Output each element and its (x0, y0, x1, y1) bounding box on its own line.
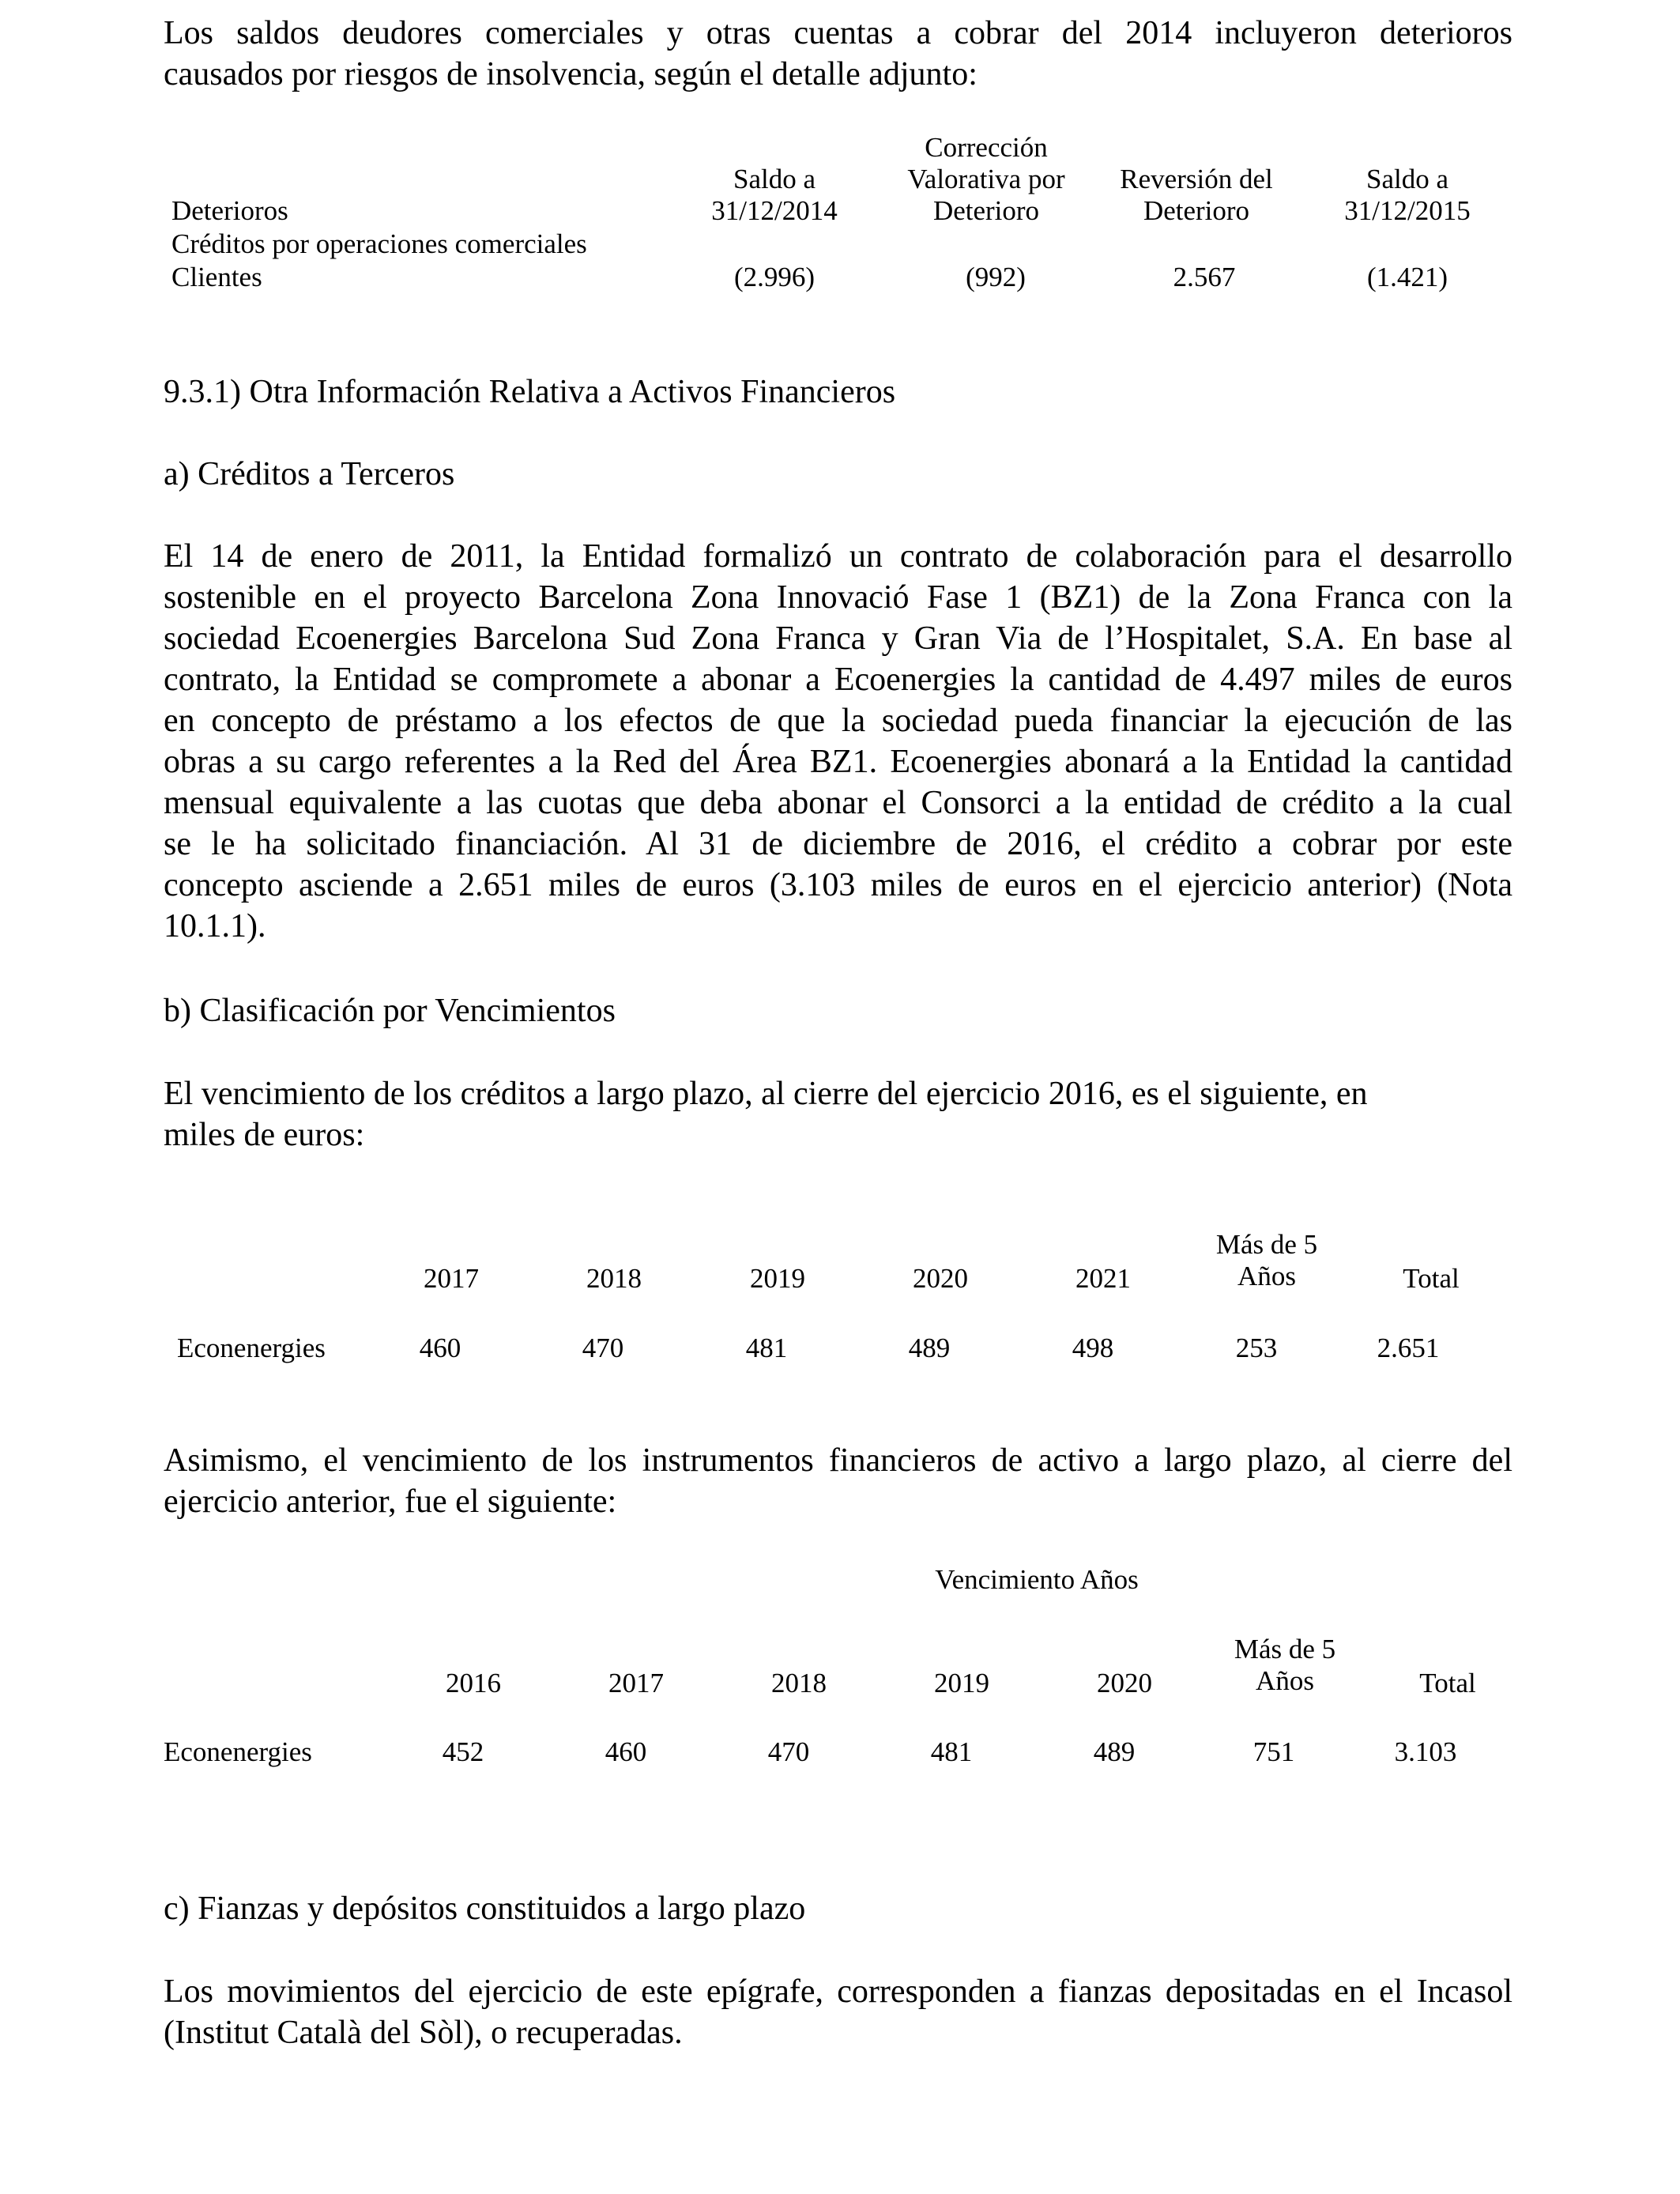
maturity-2016-header-5: 2021 (1075, 1263, 1131, 1294)
subsection-a-line-2: sostenible en el proyecto Barcelona Zona Innovació Fase 1 (BZ1) de la Zona Franca con la (164, 579, 1512, 616)
intro-paragraph (164, 13, 1512, 95)
intro-line-2: causados por riesgos de insolvencia, según el detalle adjunto: (164, 56, 977, 92)
maturity-2015-value-6: 751 (1252, 1736, 1295, 1767)
subsection-b-intro-line-1: El vencimiento de los créditos a largo plazo, al cierre del ejercicio 2016, es el siguiente, en (164, 1076, 1368, 1112)
impairment-value-closing: (1.421) (1366, 262, 1448, 292)
subsection-b-title: b) Clasificación por Vencimientos (164, 993, 616, 1029)
subsection-a-line-10: 10.1.1). (164, 908, 266, 944)
prior-year-intro-line-2: ejercicio anterior, fue el siguiente: (164, 1483, 617, 1520)
maturity-2015-header-2: 2017 (608, 1668, 664, 1698)
maturity-2016-header-4: 2020 (913, 1263, 968, 1294)
impairment-header-closing-balance: Saldo a 31/12/2015 (1344, 164, 1471, 226)
maturity-2015-value-5: 489 (1093, 1736, 1136, 1767)
maturity-2016-value-6: 253 (1235, 1333, 1278, 1363)
maturity-2015-header-7: Total (1419, 1668, 1476, 1698)
maturity-2015-header-4: 2019 (934, 1668, 989, 1698)
prior-year-intro-line-1: Asimismo, el vencimiento de los instrumentos financieros de activo a largo plazo, al cierre del (164, 1442, 1512, 1479)
impairment-value-reversal: 2.567 (1173, 262, 1236, 292)
maturity-2015-value-7: 3.103 (1394, 1736, 1457, 1767)
maturity-2015-header-6: Más de 5 Años (1234, 1634, 1336, 1696)
maturity-2015-header-3: 2018 (771, 1668, 827, 1698)
subsection-a-paragraph (164, 536, 1512, 947)
maturity-2016-value-3: 481 (745, 1333, 788, 1363)
subsection-a-line-9: concepto asciende a 2.651 miles de euros (3.103 miles de euros en el ejercicio anterior) (Nota (164, 867, 1512, 903)
impairment-value-correction: (992) (966, 262, 1026, 292)
subsection-a-line-5: en concepto de préstamo a los efectos de que la sociedad pueda financiar la ejecución de las (164, 703, 1512, 739)
subsection-a-line-4: contrato, la Entidad se compromete a abonar a Ecoenergies la cantidad de 4.497 miles de euros (164, 662, 1512, 698)
subsection-c-paragraph (164, 1971, 1512, 2053)
maturity-2016-header-1: 2017 (424, 1263, 479, 1294)
impairment-header-opening-balance: Saldo a 31/12/2014 (711, 164, 838, 226)
maturity-2015-value-1: 452 (442, 1736, 484, 1767)
subsection-a-line-8: se le ha solicitado financiación. Al 31 de diciembre de 2016, el crédito a cobrar por este (164, 826, 1512, 862)
subsection-a-line-6: obras a su cargo referentes a la Red del Área BZ1. Ecoenergies abonará a la Entidad la cantidad (164, 744, 1512, 780)
impairment-header-label: Deterioros (171, 195, 288, 226)
impairment-group-label: Créditos por operaciones comerciales (171, 228, 587, 259)
maturity-2015-value-4: 481 (930, 1736, 973, 1767)
maturity-2015-value-3: 470 (767, 1736, 810, 1767)
maturity-2016-value-5: 498 (1072, 1333, 1114, 1363)
maturity-2016-value-7: 2.651 (1377, 1333, 1440, 1363)
subsection-c-line-2: (Institut Català del Sòl), o recuperadas. (164, 2015, 683, 2051)
impairment-value-opening: (2.996) (733, 262, 816, 292)
impairment-row-label: Clientes (171, 262, 262, 292)
maturity-2016-header-7: Total (1403, 1263, 1460, 1294)
maturity-2015-caption: Vencimiento Años (935, 1564, 1139, 1595)
maturity-2015-header-1: 2016 (446, 1668, 501, 1698)
subsection-a-title: a) Créditos a Terceros (164, 456, 455, 492)
impairment-header-reversal: Reversión del Deterioro (1120, 164, 1273, 226)
maturity-2016-value-2: 470 (582, 1333, 624, 1363)
subsection-a-line-1: El 14 de enero de 2011, la Entidad formalizó un contrato de colaboración para el desarrollo (164, 538, 1512, 575)
maturity-2015-row-label: Econenergies (164, 1736, 312, 1767)
prior-year-intro (164, 1440, 1512, 1522)
maturity-2016-header-6: Más de 5 Años (1215, 1229, 1318, 1291)
maturity-2016-value-4: 489 (908, 1333, 951, 1363)
subsection-b-intro (164, 1073, 1512, 1155)
subsection-a-line-7: mensual equivalente a las cuotas que deba abonar el Consorci a la entidad de crédito a la cual (164, 785, 1512, 821)
subsection-c-line-1: Los movimientos del ejercicio de este epígrafe, corresponden a fianzas depositadas en el Incasol (164, 1973, 1512, 2010)
subsection-a-line-3: sociedad Ecoenergies Barcelona Sud Zona Franca y Gran Via de l’Hospitalet, S.A. En base al (164, 620, 1512, 657)
maturity-2016-value-1: 460 (419, 1333, 461, 1363)
subsection-c-title: c) Fianzas y depósitos constituidos a largo plazo (164, 1891, 806, 1927)
subsection-b-intro-line-2: miles de euros: (164, 1117, 365, 1153)
maturity-2015-header-5: 2020 (1097, 1668, 1152, 1698)
section-title: 9.3.1) Otra Información Relativa a Activos Financieros (164, 374, 896, 410)
intro-line-1: Los saldos deudores comerciales y otras cuentas a cobrar del 2014 incluyeron deterioros (164, 15, 1512, 51)
maturity-2015-value-2: 460 (605, 1736, 647, 1767)
impairment-header-correction: Corrección Valorativa por Deterioro (907, 132, 1065, 226)
maturity-2016-header-3: 2019 (750, 1263, 805, 1294)
maturity-2016-row-label: Econenergies (177, 1333, 326, 1363)
maturity-2016-header-2: 2018 (586, 1263, 642, 1294)
